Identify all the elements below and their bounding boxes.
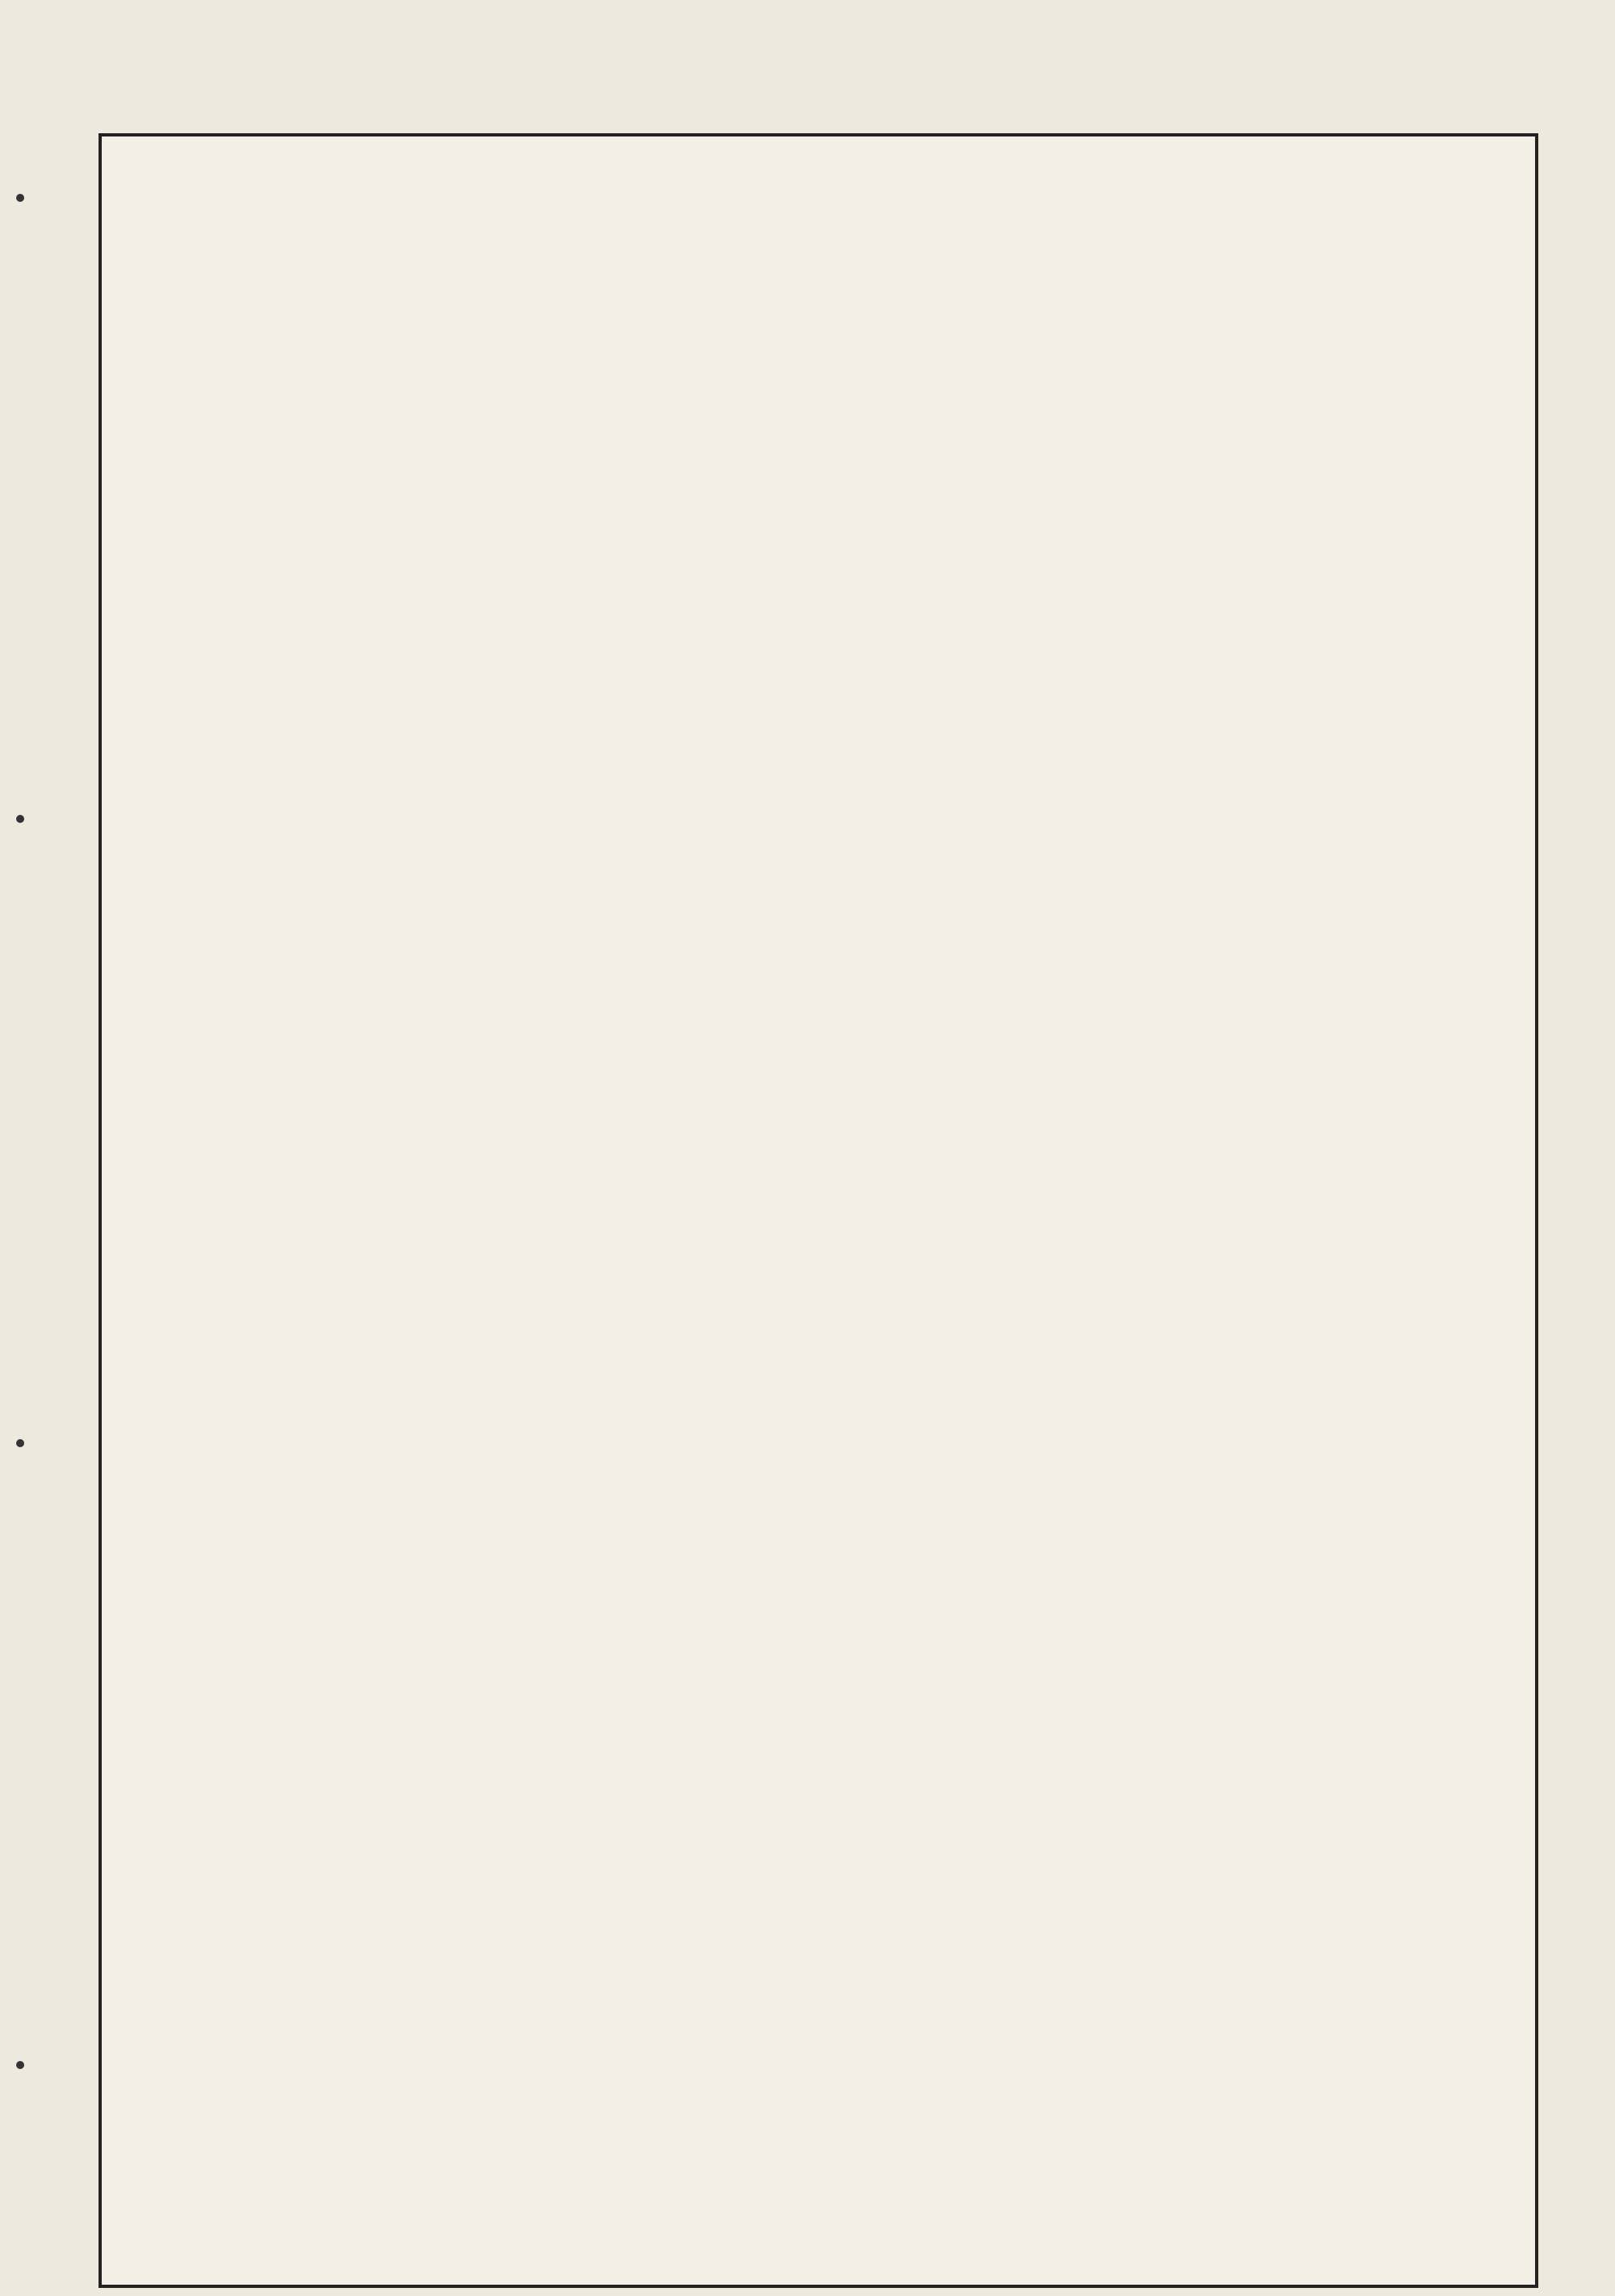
punch-hole [16, 2061, 24, 2069]
report-sheet [99, 133, 1538, 2288]
punch-hole [16, 1439, 24, 1447]
punch-hole [16, 194, 24, 202]
punch-hole [16, 815, 24, 823]
report-header [102, 136, 1535, 338]
